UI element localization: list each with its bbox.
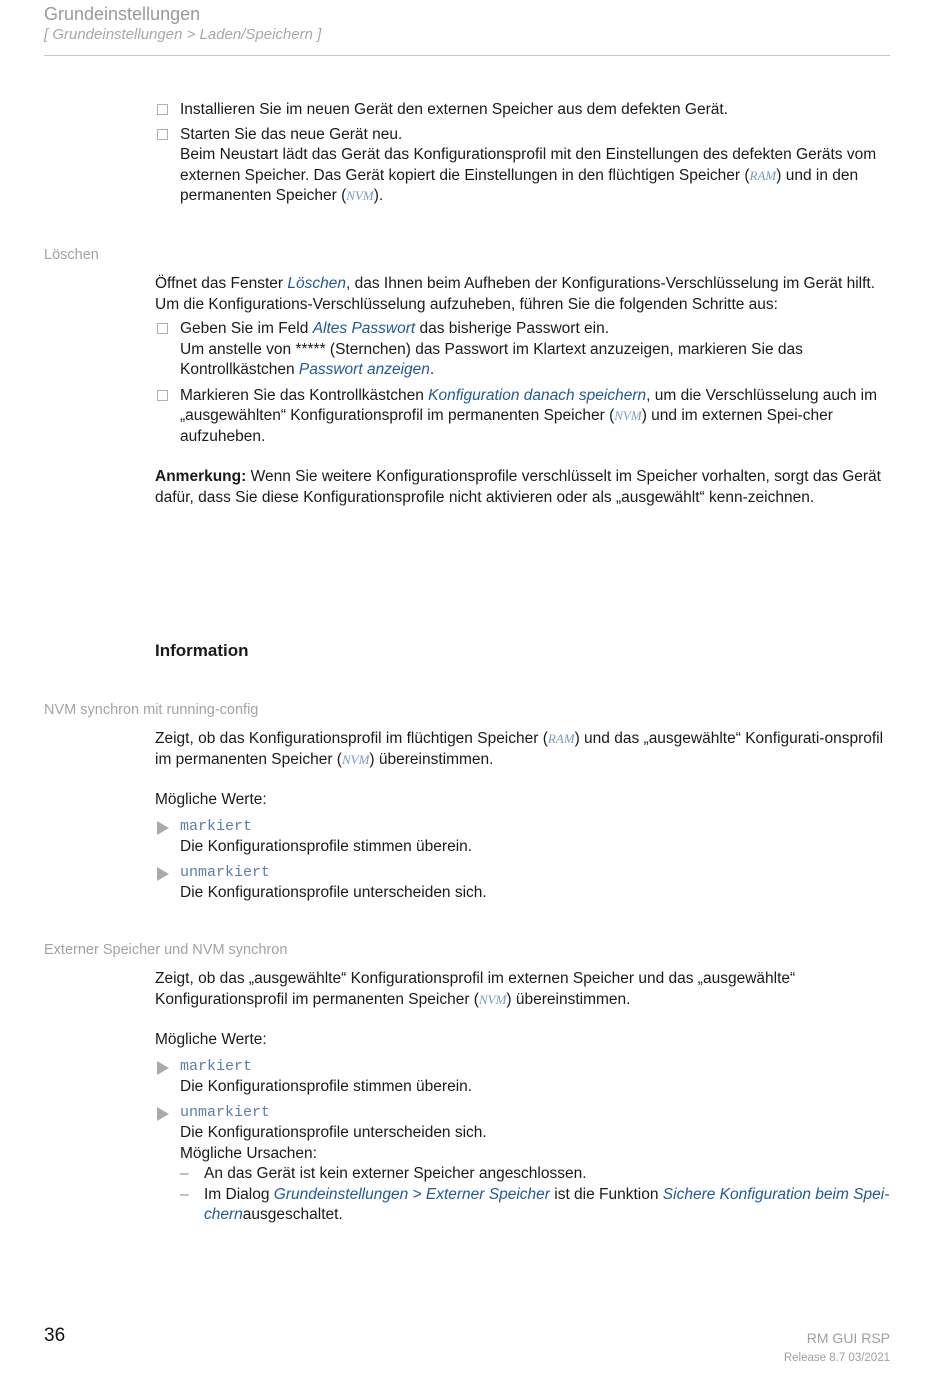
checkbox-bullet-icon: [157, 104, 168, 115]
page-header-title: Grundeinstellungen: [44, 4, 201, 24]
footer-doc-title: RM GUI RSP: [806, 1330, 890, 1346]
step-item: Installieren Sie im neuen Gerät den externen Speicher aus dem defekten Gerät.: [155, 100, 891, 121]
link-loeschen[interactable]: Löschen: [287, 275, 347, 292]
cause-item: – Im Dialog Grundeinstellungen > Externer Speicher ist die Funktion Sichere Konfiguration beim Spei-chernausgeschaltet.: [180, 1185, 890, 1223]
value-code: unmarkiert: [180, 863, 271, 881]
externer-speicher-description: Zeigt, ob das „ausgewählte“ Konfigurationsprofil im externen Speicher und das „ausgewählte“ Konfigurationsprofil im permanenten Speicher (NVM) übereinstimmen.: [155, 970, 796, 1008]
nvm-term: NVM: [341, 751, 370, 767]
value-description: Die Konfigurationsprofile unterscheiden sich.: [180, 1124, 487, 1141]
value-description: Die Konfigurationsprofile unterscheiden sich.: [180, 884, 487, 901]
nvm-synchron-description: Zeigt, ob das Konfigurationsprofil im flüchtigen Speicher (RAM) und das „ausgewählte“ Konfigurati-onsprofil im permanenten Speicher (NVM) übereinstimmen.: [155, 730, 884, 768]
breadcrumb: [ Grundeinstellungen > Laden/Speichern ]: [44, 26, 322, 43]
section-label-externer-speicher: Externer Speicher und NVM synchron: [44, 942, 288, 958]
causes-label: Mögliche Ursachen:: [180, 1144, 317, 1162]
checkbox-bullet-icon: [157, 323, 168, 334]
value-code: markiert: [180, 1057, 253, 1075]
nvm-term: NVM: [346, 188, 374, 203]
dash-bullet-icon: –: [180, 1185, 189, 1203]
step-item: Geben Sie im Feld Altes Passwort das bisherige Passwort ein. Um anstelle von ***** (Sternchen) das Passwort im Klartext anzuzeigen, markieren Sie das Kontrollkästchen Passwort anzeigen.: [155, 319, 891, 381]
values-label: Mögliche Werte:: [155, 791, 267, 808]
checkbox-bullet-icon: [157, 129, 168, 140]
section-label-loeschen: Löschen: [44, 247, 99, 263]
section-label-nvm-synchron: NVM synchron mit running-config: [44, 702, 259, 718]
page-number: 36: [44, 1325, 66, 1346]
value-item: [155, 1057, 891, 1098]
cause-item: – An das Gerät ist kein externer Speicher angeschlossen.: [180, 1164, 891, 1185]
loeschen-description: Öffnet das Fenster Löschen, das Ihnen beim Aufheben der Konfigurations-Verschlüsselung im Gerät hilft. Um die Konfigurations-Verschlüsselung aufzuheben, führen Sie die folgenden Schritte aus:: [155, 275, 876, 313]
link-altes-passwort[interactable]: Altes Passwort: [312, 320, 416, 337]
loeschen-section: [155, 274, 891, 508]
link-passwort-anzeigen[interactable]: Passwort anzeigen: [298, 361, 430, 378]
value-code: markiert: [180, 817, 253, 835]
step-item: Markieren Sie das Kontrollkästchen Konfiguration danach speichern, um die Verschlüsselung auch im „ausgewählten“ Konfigurationsprofil im permanenten Speicher (NVM) und im externen Spei-cher aufzuheben.: [155, 386, 891, 448]
value-item: [155, 863, 891, 904]
triangle-bullet-icon: [157, 821, 169, 835]
triangle-bullet-icon: [157, 1061, 169, 1075]
link-sichere-konfiguration[interactable]: Sichere Konfiguration beim Spei-chern: [204, 1185, 890, 1223]
nvm-term: NVM: [478, 991, 507, 1007]
values-label: Mögliche Werte:: [155, 1031, 267, 1048]
section-heading-information: Information: [155, 641, 249, 660]
step-item: Starten Sie das neue Gerät neu. Beim Neustart lädt das Gerät das Konfigurationsprofil mit den Einstellungen des defekten Geräts vom externen Speicher. Das Gerät kopiert die Einstellungen in den flüchtigen Speicher (RAM) und in den permanenten Speicher (NVM).: [155, 125, 891, 207]
value-description: Die Konfigurationsprofile stimmen überein.: [180, 1078, 473, 1095]
footer-release: Release 8.7 03/2021: [783, 1352, 890, 1364]
link-konfiguration-danach-speichern[interactable]: Konfiguration danach speichern: [428, 386, 647, 404]
link-externer-speicher[interactable]: Grundeinstellungen > Externer Speicher: [273, 1185, 550, 1203]
ram-term: RAM: [547, 731, 575, 746]
value-item: [155, 1103, 891, 1226]
nvm-term: NVM: [614, 408, 642, 423]
ram-term: RAM: [749, 167, 777, 183]
value-item: [155, 817, 891, 858]
triangle-bullet-icon: [157, 867, 169, 881]
externer-speicher-section: [155, 969, 891, 1226]
checkbox-bullet-icon: [157, 390, 168, 401]
triangle-bullet-icon: [157, 1107, 169, 1121]
note: Anmerkung: Wenn Sie weitere Konfigurationsprofile verschlüsselt im Speicher vorhalten, sorgt das Gerät dafür, dass Sie diese Konfigurationsprofile nicht aktivieren oder als „ausgewählt“ kenn-zeichnen.: [155, 468, 881, 506]
step-description: Beim Neustart lädt das Gerät das Konfigurationsprofil mit den Einstellungen des defekten Geräts vom externen Speicher. Das Gerät kopiert die Einstellungen in den flüchtigen Speicher (RAM) und in den permanenten Speicher (NVM).: [180, 146, 877, 204]
header-divider: [44, 55, 890, 56]
intro-steps: [155, 100, 891, 207]
value-description: Die Konfigurationsprofile stimmen überein.: [180, 838, 473, 855]
dash-bullet-icon: –: [180, 1165, 189, 1182]
nvm-synchron-section: [155, 729, 891, 904]
value-code: unmarkiert: [180, 1103, 271, 1121]
